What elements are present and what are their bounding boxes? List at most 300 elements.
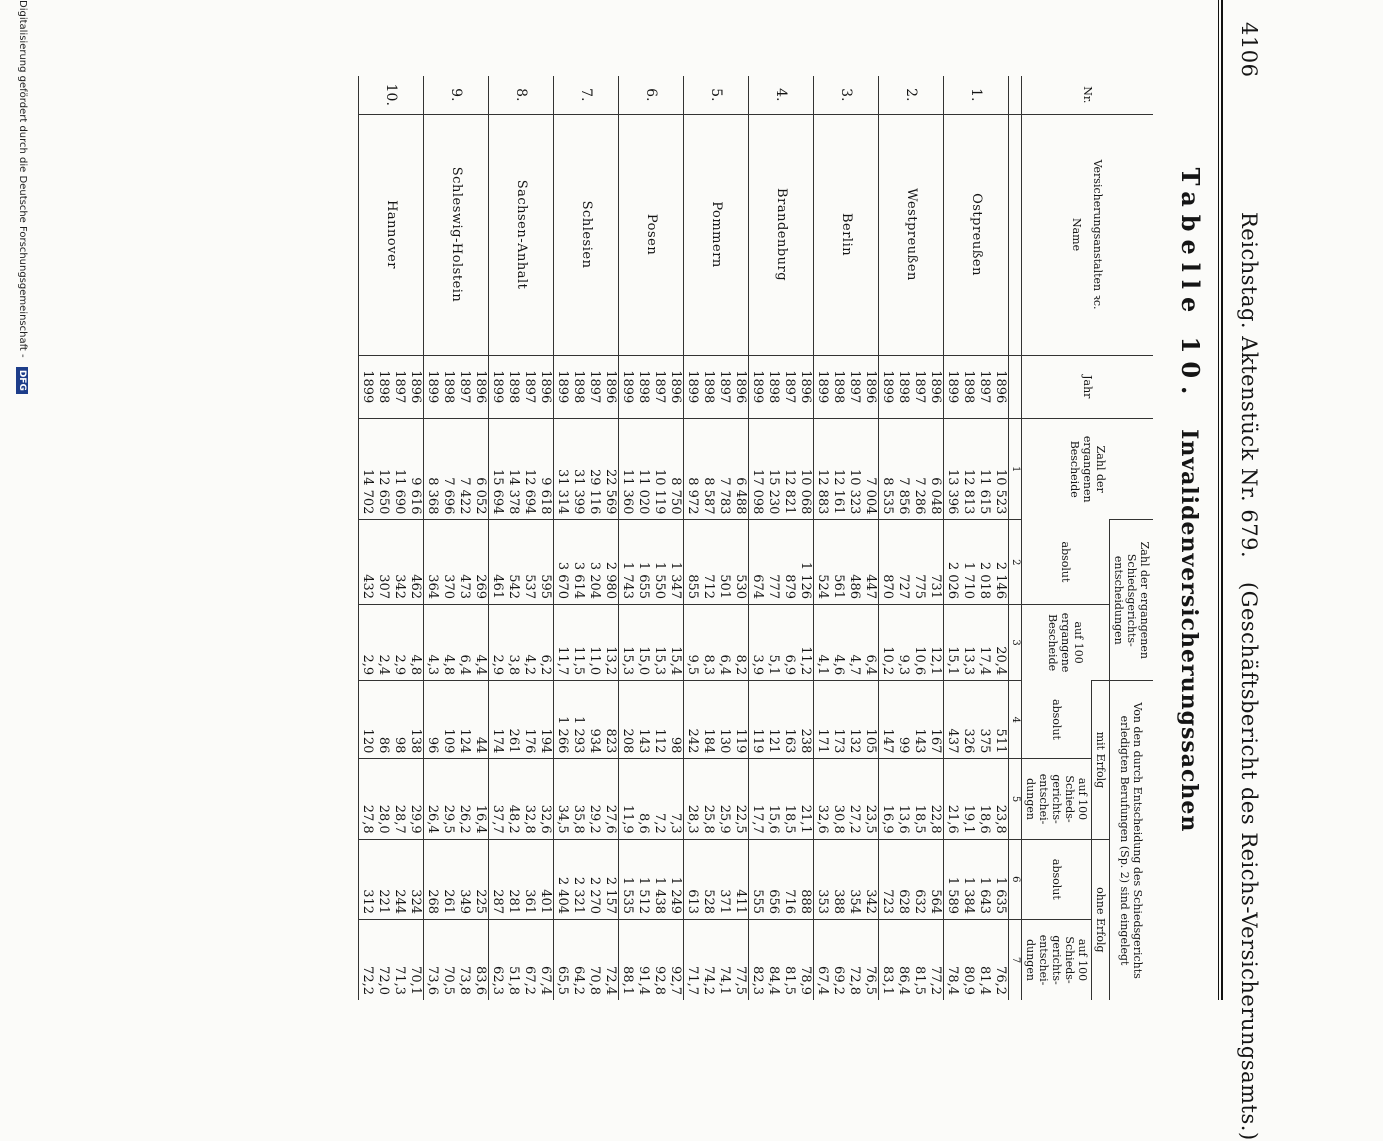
cell-value: 1898 [961, 370, 976, 404]
cell-value: 28,3 [685, 804, 700, 834]
data-table [358, 76, 1153, 1000]
cell-value: 64,2 [571, 966, 586, 995]
cell-value: 370 [441, 574, 456, 600]
cell-value: 879 [782, 574, 797, 600]
cell-value: 1899 [360, 370, 375, 404]
cell-years [424, 355, 489, 418]
header-anstalt-group: Versicherungsanstalten ꝛc. [1091, 159, 1105, 310]
cell-value: 14 378 [506, 468, 521, 515]
anstalt-name: Berlin [814, 114, 879, 355]
cell-value: 13,6 [896, 804, 911, 834]
cell-value: 171 [815, 728, 830, 754]
cell-c4 [489, 681, 554, 759]
cell-value: 1896 [863, 370, 878, 404]
row-number: 9. [424, 76, 489, 114]
cell-value: 143 [636, 728, 651, 754]
cell-value: 1899 [945, 370, 960, 404]
cell-c7 [749, 920, 814, 1000]
cell-c7 [619, 920, 684, 1000]
footer-text: Digitalisierung gefördert durch die Deutsche Forschungsgemeinschaft - [17, 0, 28, 358]
cell-value: 1899 [490, 370, 505, 404]
cell-value: 7 286 [912, 477, 927, 515]
column-number: 5 [1009, 759, 1022, 839]
cell-value: 561 [831, 574, 846, 600]
cell-value: 1898 [701, 370, 716, 404]
cell-value: 1896 [928, 370, 943, 404]
cell-value: 4,8 [441, 654, 456, 676]
cell-value: 244 [392, 889, 407, 915]
cell-value: 1897 [457, 370, 472, 404]
cell-value: 30,8 [831, 804, 846, 834]
cell-value: 11,2 [798, 646, 813, 676]
cell-value: 12 161 [831, 468, 846, 515]
cell-value: 37,7 [490, 804, 505, 834]
cell-c3 [879, 605, 944, 681]
cell-c7 [489, 920, 554, 1000]
cell-value: 31 314 [555, 468, 570, 515]
cell-value: 74,2 [701, 966, 716, 995]
cell-value: 12 694 [522, 468, 537, 515]
cell-value: 98 [392, 736, 407, 754]
cell-value: 7 004 [863, 477, 878, 515]
cell-value: 1896 [603, 370, 618, 404]
cell-value: 81,4 [977, 966, 992, 995]
cell-value: 2 321 [571, 876, 586, 915]
cell-value: 6,4 [457, 654, 472, 676]
cell-value: 9 618 [538, 477, 553, 515]
anstalt-name: Sachsen-Anhalt [489, 114, 554, 355]
cell-value: 632 [912, 889, 927, 915]
cell-value: 1 655 [636, 561, 651, 600]
cell-value: 537 [522, 574, 537, 600]
header-absolut: absolut [1022, 520, 1110, 605]
cell-years [619, 355, 684, 418]
cell-value: 1 384 [961, 876, 976, 915]
cell-value: 83,1 [880, 966, 895, 995]
cell-value: 888 [798, 889, 813, 915]
cell-value: 13,3 [961, 646, 976, 676]
cell-value: 194 [538, 728, 553, 754]
cell-value: 934 [587, 728, 602, 754]
cell-value: 4,6 [831, 654, 846, 676]
cell-value: 11 360 [620, 468, 635, 515]
cell-value: 20,4 [993, 646, 1008, 676]
cell-value: 1 635 [993, 876, 1008, 915]
cell-value: 855 [685, 574, 700, 600]
cell-value: 326 [961, 728, 976, 754]
cell-value: 9,3 [896, 654, 911, 676]
cell-value: 4,2 [522, 654, 537, 676]
cell-value: 67,4 [538, 966, 553, 995]
cell-value: 96 [425, 736, 440, 754]
cell-value: 73,8 [457, 966, 472, 995]
cell-c1 [749, 418, 814, 519]
cell-value: 77,5 [733, 966, 748, 995]
cell-c4 [879, 681, 944, 759]
cell-value: 112 [652, 728, 667, 754]
cell-value: 17,7 [750, 804, 765, 834]
cell-value: 1 535 [620, 876, 635, 915]
cell-value: 555 [750, 889, 765, 915]
header-mit-auf100: auf 100 Schieds-gerichts-entschei-dungen [1022, 759, 1092, 839]
cell-value: 269 [473, 574, 488, 600]
table-row [944, 76, 1009, 1000]
table-row [749, 76, 814, 1000]
cell-c2 [554, 520, 619, 605]
cell-value: 208 [620, 728, 635, 754]
cell-value: 88,1 [620, 966, 635, 995]
cell-value: 411 [733, 889, 748, 915]
cell-c6 [749, 839, 814, 919]
cell-value: 727 [896, 574, 911, 600]
cell-value: 35,8 [571, 804, 586, 834]
cell-value: 542 [506, 574, 521, 600]
cell-value: 716 [782, 889, 797, 915]
cell-value: 1 643 [977, 876, 992, 915]
anstalt-name: Posen [619, 114, 684, 355]
cell-value: 268 [425, 889, 440, 915]
cell-value: 23,5 [863, 804, 878, 834]
cell-value: 401 [538, 889, 553, 915]
cell-value: 120 [360, 728, 375, 754]
cell-c3 [684, 605, 749, 681]
cell-value: 1 126 [798, 561, 813, 600]
header-ohne-auf100: auf 100 Schieds-gerichts-entschei-dungen [1022, 920, 1092, 1000]
cell-value: 281 [506, 889, 521, 915]
cell-value: 10,6 [912, 646, 927, 676]
cell-value: 1898 [506, 370, 521, 404]
cell-value: 501 [717, 574, 732, 600]
cell-value: 1 743 [620, 561, 635, 600]
cell-value: 121 [766, 728, 781, 754]
cell-value: 147 [880, 728, 895, 754]
cell-value: 12,1 [928, 646, 943, 676]
cell-value: 1896 [798, 370, 813, 404]
cell-value: 432 [360, 574, 375, 600]
cell-value: 312 [360, 889, 375, 915]
cell-value: 437 [945, 728, 960, 754]
cell-value: 22,5 [733, 804, 748, 834]
cell-value: 11,5 [571, 646, 586, 676]
cell-value: 72,8 [847, 966, 862, 995]
cell-c6 [944, 839, 1009, 919]
cell-value: 656 [766, 889, 781, 915]
cell-value: 1899 [815, 370, 830, 404]
cell-c7 [424, 920, 489, 1000]
table-row [684, 76, 749, 1000]
cell-c7 [359, 920, 424, 1000]
cell-c3 [489, 605, 554, 681]
cell-c1 [359, 418, 424, 519]
cell-years [749, 355, 814, 418]
cell-value: 17 098 [750, 468, 765, 515]
cell-c4 [424, 681, 489, 759]
anstalt-name: Hannover [359, 114, 424, 355]
cell-value: 1 347 [668, 561, 683, 600]
column-number: 7 [1009, 920, 1022, 1000]
cell-value: 375 [977, 728, 992, 754]
table-row [619, 76, 684, 1000]
cell-c7 [944, 920, 1009, 1000]
cell-value: 81,5 [782, 966, 797, 995]
row-number: 6. [619, 76, 684, 114]
column-number: 3 [1009, 605, 1022, 681]
cell-value: 22 569 [603, 468, 618, 515]
cell-value: 7 856 [896, 477, 911, 515]
cell-value: 29,2 [587, 804, 602, 834]
cell-value: 34,5 [555, 804, 570, 834]
cell-c1 [424, 418, 489, 519]
column-number: 2 [1009, 520, 1022, 605]
cell-value: 307 [376, 574, 391, 600]
cell-c2 [814, 520, 879, 605]
cell-value: 1896 [993, 370, 1008, 404]
cell-value: 29,5 [441, 804, 456, 834]
cell-value: 72,4 [603, 966, 618, 995]
cell-value: 71,7 [685, 966, 700, 995]
header-rule [1221, 0, 1223, 1000]
cell-value: 1899 [555, 370, 570, 404]
cell-value: 92,7 [668, 966, 683, 995]
header-entscheidungen: Zahl der ergangenen Schiedsgerichts-entscheidungen [1110, 520, 1154, 681]
cell-value: 124 [457, 728, 472, 754]
cell-c3 [424, 605, 489, 681]
cell-value: 184 [701, 728, 716, 754]
cell-years [554, 355, 619, 418]
row-number: 8. [489, 76, 554, 114]
cell-value: 595 [538, 574, 553, 600]
cell-value: 17,4 [977, 646, 992, 676]
cell-value: 242 [685, 728, 700, 754]
anstalt-name: Schlesien [554, 114, 619, 355]
cell-value: 67,4 [815, 966, 830, 995]
cell-years [879, 355, 944, 418]
table-title [1171, 0, 1205, 1000]
page-number: 4106 [1237, 22, 1261, 78]
cell-c4 [749, 681, 814, 759]
cell-value: 6,9 [782, 654, 797, 676]
cell-value: 130 [717, 728, 732, 754]
cell-c5 [879, 759, 944, 839]
cell-value: 11,0 [587, 646, 602, 676]
header-name-label: Name [1070, 217, 1084, 252]
cell-value: 76,5 [863, 966, 878, 995]
cell-value: 16,9 [880, 804, 895, 834]
cell-years [359, 355, 424, 418]
cell-c7 [554, 920, 619, 1000]
cell-c4 [944, 681, 1009, 759]
cell-value: 71,3 [392, 966, 407, 995]
cell-value: 109 [441, 728, 456, 754]
cell-value: 221 [376, 889, 391, 915]
cell-c1 [944, 418, 1009, 519]
cell-value: 1896 [733, 370, 748, 404]
header-ohne-absolut: absolut [1022, 839, 1092, 919]
cell-c6 [879, 839, 944, 919]
cell-years [944, 355, 1009, 418]
cell-value: 342 [863, 889, 878, 915]
cell-value: 15 230 [766, 468, 781, 515]
cell-value: 2,9 [360, 654, 375, 676]
cell-value: 364 [425, 574, 440, 600]
cell-value: 8 750 [668, 477, 683, 515]
cell-value: 174 [490, 728, 505, 754]
cell-value: 9,5 [685, 654, 700, 676]
cell-value: 564 [928, 889, 943, 915]
cell-value: 13,2 [603, 646, 618, 676]
cell-value: 2 146 [993, 561, 1008, 600]
cell-c2 [879, 520, 944, 605]
cell-c4 [619, 681, 684, 759]
cell-value: 173 [831, 728, 846, 754]
cell-value: 4,7 [847, 654, 862, 676]
cell-value: 70,1 [408, 966, 423, 995]
cell-value: 2 404 [555, 876, 570, 915]
cell-value: 92,8 [652, 966, 667, 995]
table-label: Tabelle 10. [1176, 167, 1205, 403]
cell-c6 [489, 839, 554, 919]
cell-value: 1899 [880, 370, 895, 404]
cell-value: 6 488 [733, 477, 748, 515]
cell-c4 [554, 681, 619, 759]
cell-value: 62,3 [490, 966, 505, 995]
cell-c6 [684, 839, 749, 919]
cell-value: 18,6 [977, 804, 992, 834]
cell-years [684, 355, 749, 418]
cell-value: 18,5 [782, 804, 797, 834]
header-ohne-erfolg: ohne Erfolg [1092, 839, 1110, 1000]
cell-value: 1899 [620, 370, 635, 404]
cell-c2 [684, 520, 749, 605]
cell-value: 225 [473, 889, 488, 915]
cell-value: 23,8 [993, 804, 1008, 834]
cell-c1 [879, 418, 944, 519]
cell-value: 349 [457, 889, 472, 915]
cell-c7 [684, 920, 749, 1000]
cell-value: 11 020 [636, 468, 651, 515]
cell-value: 82,3 [750, 966, 765, 995]
cell-value: 48,2 [506, 804, 521, 834]
cell-value: 473 [457, 574, 472, 600]
cell-value: 84,4 [766, 966, 781, 995]
cell-value: 18,5 [912, 804, 927, 834]
cell-value: 72,2 [360, 966, 375, 995]
cell-value: 15,4 [668, 646, 683, 676]
cell-value: 13 396 [945, 468, 960, 515]
cell-value: 29 116 [587, 468, 602, 515]
cell-c2 [359, 520, 424, 605]
cell-c5 [684, 759, 749, 839]
cell-value: 1899 [425, 370, 440, 404]
cell-c5 [944, 759, 1009, 839]
cell-value: 2 026 [945, 561, 960, 600]
table-row [879, 76, 944, 1000]
cell-value: 3,8 [506, 654, 521, 676]
cell-value: 14 702 [360, 468, 375, 515]
cell-c3 [359, 605, 424, 681]
cell-value: 16,4 [473, 804, 488, 834]
column-number: 4 [1009, 681, 1022, 759]
cell-value: 342 [392, 574, 407, 600]
cell-value: 353 [815, 889, 830, 915]
cell-value: 76,2 [993, 966, 1008, 995]
cell-value: 486 [847, 574, 862, 600]
cell-value: 176 [522, 728, 537, 754]
cell-value: 870 [880, 574, 895, 600]
report-subtitle: (Geschäftsbericht des Reichs-Versicherungsamts.) [1237, 582, 1261, 1141]
cell-value: 7 422 [457, 477, 472, 515]
cell-value: 119 [750, 728, 765, 754]
cell-value: 8,3 [701, 654, 716, 676]
cell-value: 70,5 [441, 966, 456, 995]
cell-value: 21,6 [945, 804, 960, 834]
row-number: 5. [684, 76, 749, 114]
cell-value: 12 813 [961, 468, 976, 515]
cell-value: 80,9 [961, 966, 976, 995]
cell-value: 8 972 [685, 477, 700, 515]
cell-value: 8,6 [636, 813, 651, 834]
header-rule-thin [1218, 0, 1219, 1000]
cell-value: 1 550 [652, 561, 667, 600]
cell-value: 67,2 [522, 966, 537, 995]
cell-c6 [814, 839, 879, 919]
cell-value: 1897 [587, 370, 602, 404]
anstalt-name: Pommern [684, 114, 749, 355]
cell-value: 1 266 [555, 716, 570, 754]
anstalt-name: Brandenburg [749, 114, 814, 355]
cell-value: 777 [766, 574, 781, 600]
cell-value: 132 [847, 728, 862, 754]
cell-value: 73,6 [425, 966, 440, 995]
cell-value: 1897 [392, 370, 407, 404]
cell-value: 6 048 [928, 477, 943, 515]
cell-value: 723 [880, 889, 895, 915]
cell-value: 1899 [685, 370, 700, 404]
table-row [359, 76, 424, 1000]
cell-value: 1 249 [668, 876, 683, 915]
cell-value: 44 [473, 736, 488, 754]
cell-value: 823 [603, 728, 618, 754]
anstalt-name: Westpreußen [879, 114, 944, 355]
cell-value: 1896 [538, 370, 553, 404]
cell-value: 511 [993, 728, 1008, 754]
cell-value: 78,9 [798, 966, 813, 995]
cell-value: 1 710 [961, 561, 976, 600]
cell-value: 21,1 [798, 804, 813, 834]
cell-c4 [684, 681, 749, 759]
cell-c5 [489, 759, 554, 839]
cell-value: 6,4 [717, 654, 732, 676]
cell-value: 25,8 [701, 804, 716, 834]
cell-value: 462 [408, 574, 423, 600]
cell-value: 12 883 [815, 468, 830, 515]
cell-c1 [684, 418, 749, 519]
cell-value: 1 589 [945, 876, 960, 915]
cell-value: 78,4 [945, 966, 960, 995]
cell-value: 86 [376, 736, 391, 754]
cell-value: 388 [831, 889, 846, 915]
cell-value: 1898 [896, 370, 911, 404]
cell-value: 8,2 [733, 654, 748, 676]
cell-value: 10 068 [798, 468, 813, 515]
cell-c7 [879, 920, 944, 1000]
header-auf100-bescheide: auf 100 ergangene Bescheide [1022, 605, 1110, 681]
cell-value: 1896 [473, 370, 488, 404]
cell-value: 29,9 [408, 804, 423, 834]
anstalt-name: Schleswig-Holstein [424, 114, 489, 355]
cell-value: 1 512 [636, 876, 651, 915]
cell-c3 [814, 605, 879, 681]
